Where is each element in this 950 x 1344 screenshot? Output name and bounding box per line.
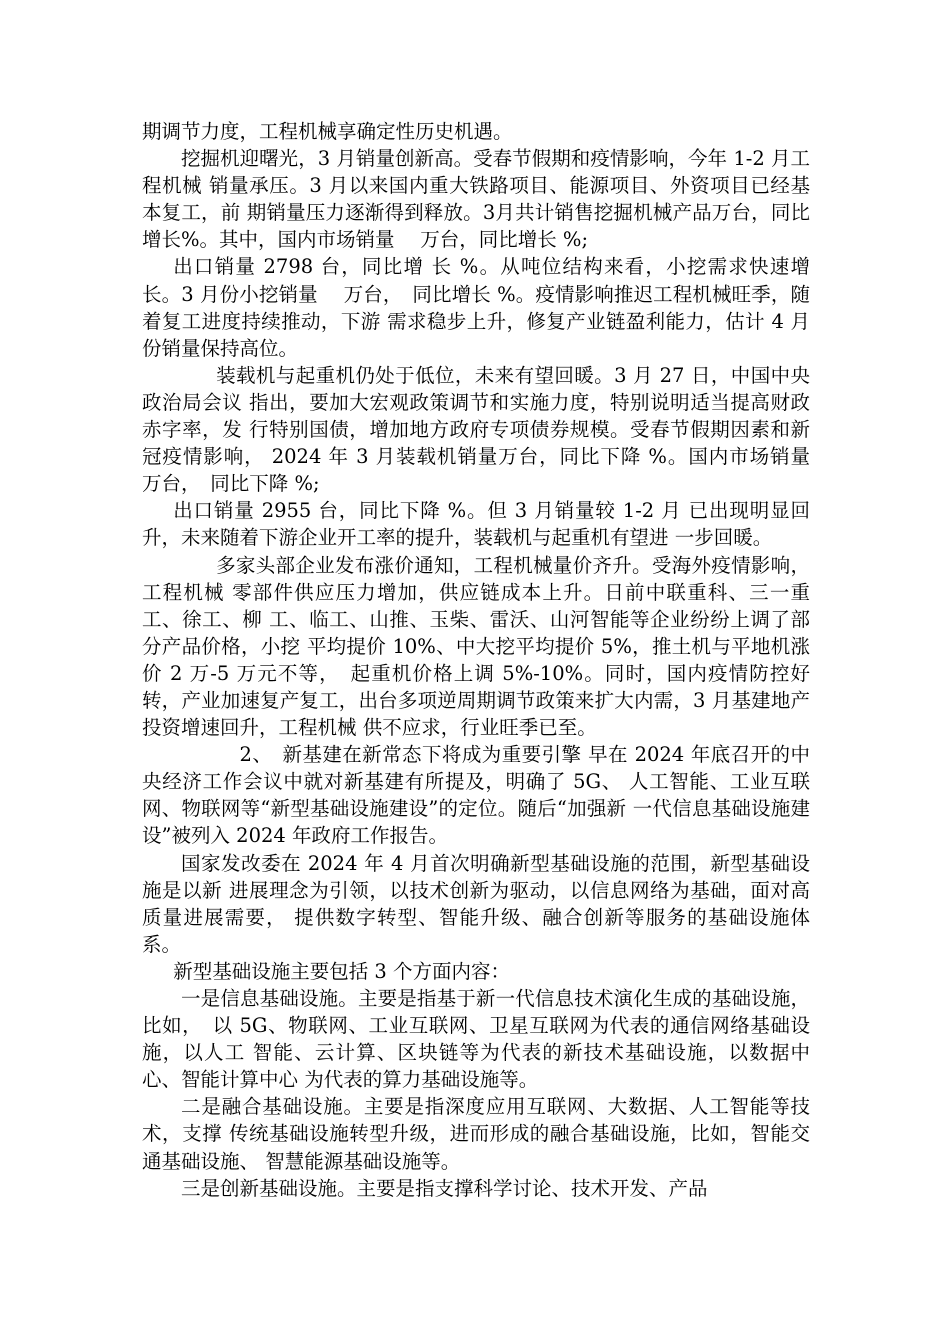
- paragraph-10: 一是信息基础设施。主要是指基于新一代信息技术演化生成的基础设施，比如， 以 5G、物联网、工业互联网、卫星互联网为代表的通信网络基础设施，以人工 智能、云计算、区块链等为代表的新技术基础设施，以数据中心、智能计算中心 为代表的算力基础设施等。: [142, 987, 810, 1092]
- paragraph-3: 出口销量 2798 台，同比增 长 %。从吨位结构来看，小挖需求快速增长。3 月份小挖销量 万台， 同比增长 %。疫情影响推迟工程机械旺季，随着复工进度持续推动，下游 需求稳步上升，修复产业链盈利能力，估计 4 月份销量保持高位。: [142, 255, 810, 360]
- paragraph-8: 国家发改委在 2024 年 4 月首次明确新型基础设施的范围，新型基础设施是以新 进展理念为引领，以技术创新为驱动，以信息网络为基础，面对高质量进展需要， 提供数字转型、智能升级、融合创新等服务的基础设施体系。: [142, 851, 810, 956]
- document-body: [142, 118, 836, 1202]
- paragraph-11: 二是融合基础设施。主要是指深度应用互联网、大数据、人工智能等技术，支撑 传统基础设施转型升级，进而形成的融合基础设施，比如，智能交通基础设施、 智慧能源基础设施等。: [142, 1095, 810, 1173]
- paragraph-4: 装载机与起重机仍处于低位，未来有望回暖。3 月 27 日，中国中央政治局会议 指出，要加大宏观政策调节和实施力度，特别说明适当提高财政赤字率，发 行特别国债，增加地方政府专项债券规模。受春节假期因素和新冠疫情影响， 2024 年 3 月装载机销量万台，同比下降 %。国内市场销量 万台， 同比下降 %;: [142, 363, 836, 496]
- paragraph-12: 三是创新基础设施。主要是指支撑科学讨论、技术开发、产品: [181, 1176, 708, 1200]
- paragraph-2: 挖掘机迎曙光，3 月销量创新高。受春节假期和疫情影响，今年 1-2 月工程机械 销量承压。3 月以来国内重大铁路项目、能源项目、外资项目已经基本复工，前 期销量压力逐渐得到释放。3月共计销售挖掘机械产品万台，同比增长%。其中，国内市场销量 万台，同比增长 %;: [142, 147, 810, 252]
- paragraph-1: 期调节力度，工程机械享确定性历史机遇。: [142, 120, 513, 143]
- paragraph-5: 出口销量 2955 台，同比下降 %。但 3 月销量较 1-2 月 已出现明显回升，未来随着下游企业开工率的提升，装载机与起重机有望进 一步回暖。: [142, 499, 810, 550]
- paragraph-6: 多家头部企业发布涨价通知，工程机械量价齐升。受海外疫情影响，工程机械 零部件供应压力增加，供应链成本上升。日前中联重科、三一重工、徐工、柳 工、临工、山推、玉柴、雷沃、山河智能等企业纷纷上调了部分产品价格，小挖 平均提价 10%、中大挖平均提价 5%，推土机与平地机涨价 2 万-5 万元不等， 起重机价格上调 5%-10%。同时，国内疫情防控好转，产业加速复产复工，出台多项逆周期调节政策来扩大内需，3 月基建地产投资增速回升，工程机械 供不应求，行业旺季已至。: [142, 553, 810, 740]
- paragraph-9: 新型基础设施主要包括 3 个方面内容：: [173, 959, 510, 983]
- paragraph-7: 2、 新基建在新常态下将成为重要引擎 早在 2024 年底召开的中央经济工作会议中就对新基建有所提及，明确了 5G、 人工智能、工业互联网、物联网等“新型基础设施建设”的定位。随后“加强新 一代信息基础设施建设”被列入 2024 年政府工作报告。: [142, 743, 810, 848]
